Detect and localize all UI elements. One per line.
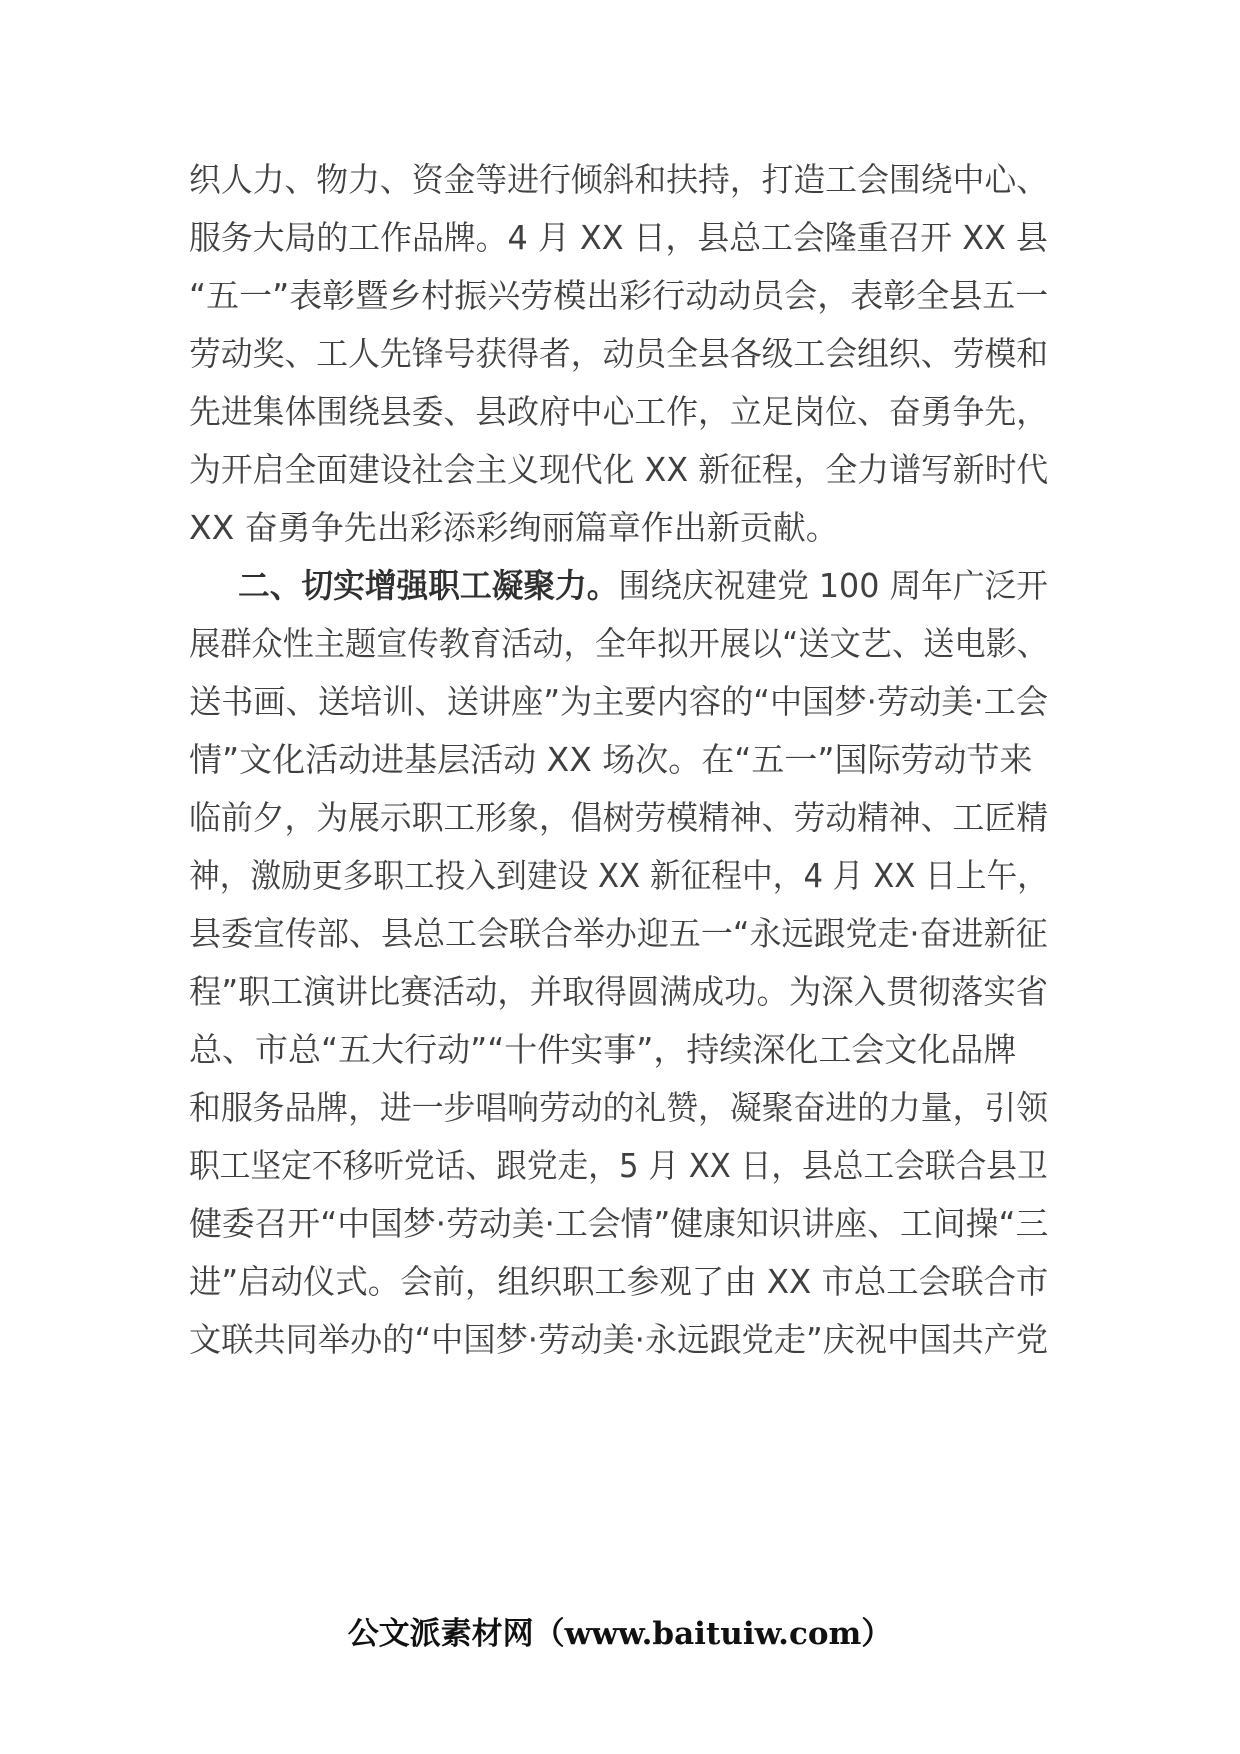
- body-text-line: 送书画、送培训、送讲座”为主要内容的“中国梦·劳动美·工会: [189, 682, 1049, 721]
- body-text-line: 程”职工演讲比赛活动，并取得圆满成功。为深入贯彻落实省: [189, 972, 1049, 1011]
- body-text-line: 劳动奖、工人先锋号获得者，动员全县各级工会组织、劳模和: [189, 334, 1049, 373]
- body-text-line: 神，激励更多职工投入到建设 XX 新征程中，4 月 XX 日上午，: [189, 856, 1048, 895]
- body-text-line: 进”启动仪式。会前，组织职工参观了由 XX 市总工会联合市: [189, 1262, 1049, 1301]
- body-text-span: 围绕庆祝建党 100 周年广泛开: [618, 566, 1049, 605]
- body-text-line: 先进集体围绕县委、县政府中心工作，立足岗位、奋勇争先，: [189, 392, 1049, 431]
- body-text-line: 总、市总“五大行动”“十件实事”，持续深化工会文化品牌: [189, 1030, 1017, 1069]
- body-text-line: 职工坚定不移听党话、跟党走，5 月 XX 日，县总工会联合县卫: [189, 1146, 1048, 1185]
- body-text-line: XX 奋勇争先出彩添彩绚丽篇章作出新贡献。: [189, 508, 839, 547]
- body-text-line: 和服务品牌，进一步唱响劳动的礼赞，凝聚奋进的力量，引领: [189, 1088, 1049, 1127]
- body-text-line: 临前夕，为展示职工形象，倡树劳模精神、劳动精神、工匠精: [189, 798, 1049, 837]
- body-text-line: 健委召开“中国梦·劳动美·工会情”健康知识讲座、工间操“三: [189, 1204, 1049, 1243]
- body-text-line: 展群众性主题宣传教育活动，全年拟开展以“送文艺、送电影、: [189, 624, 1049, 663]
- body-text-line: 服务大局的工作品牌。4 月 XX 日，县总工会隆重召开 XX 县: [189, 218, 1048, 257]
- section-heading: 二、切实增强职工凝聚力。: [238, 566, 619, 605]
- body-text-line: 为开启全面建设社会主义现代化 XX 新征程，全力谱写新时代: [189, 450, 1049, 489]
- body-text-line: “五一”表彰暨乡村振兴劳模出彩行动动员会，表彰全县五一: [189, 276, 1049, 315]
- body-text-line: 织人力、物力、资金等进行倾斜和扶持，打造工会围绕中心、: [189, 160, 1049, 199]
- body-text-line: 县委宣传部、县总工会联合举办迎五一“永远跟党走·奋进新征: [189, 914, 1048, 953]
- body-text-line: 文联共同举办的“中国梦·劳动美·永远跟党走”庆祝中国共产党: [189, 1320, 1049, 1359]
- footer-source-note: 公文派素材网（www.baituiw.com）: [347, 1616, 893, 1652]
- section-first-line: [238, 564, 1048, 608]
- body-text-line: 情”文化活动进基层活动 XX 场次。在“五一”国际劳动节来: [189, 740, 1033, 779]
